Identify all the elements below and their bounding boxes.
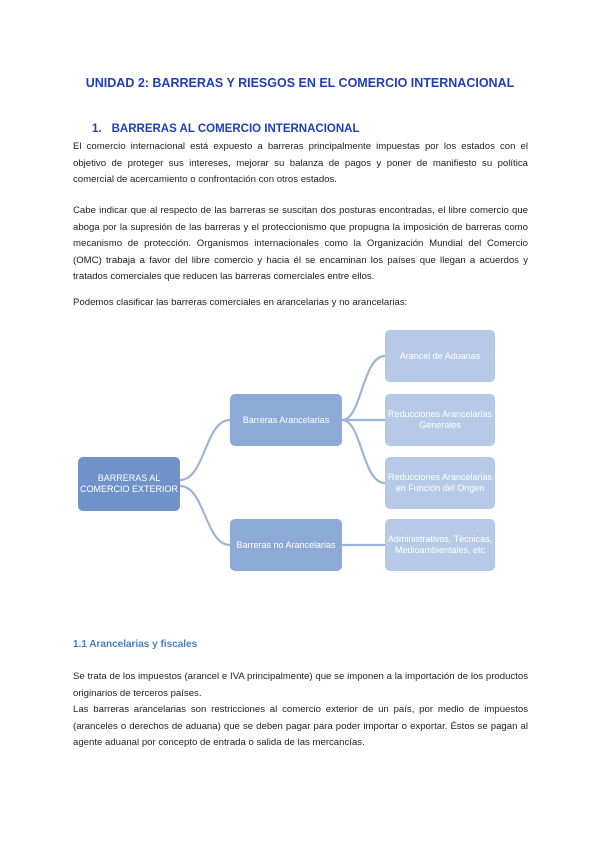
diagram-leaf-administrativos: Administrativos, Técnicas, Medioambientales, etc bbox=[385, 519, 495, 571]
connector-branch1-leaf1 bbox=[342, 356, 385, 420]
section-heading-text: BARRERAS AL COMERCIO INTERNACIONAL bbox=[111, 123, 360, 135]
diagram-branch-no-arancelarias: Barreras no Arancelarias bbox=[230, 519, 342, 571]
paragraph-5: Las barreras arancelarias son restricciones al comercio exterior de un país, por medio de impuestos (aranceles o derechos de aduana) que se deben pagar para poder importar o exportar. Éstos se pagan al agente aduanal por concepto de entrada o salida de las mercancías. bbox=[73, 704, 528, 748]
diagram-leaf-arancel: Arancel de Aduanas bbox=[385, 330, 495, 382]
paragraph-1: El comercio internacional está expuesto a barreras principalmente impuestas por los estados con el objetivo de proteger sus intereses, mejorar su balanza de pagos y poner de manifiesto su política comercial de acercamiento o confrontación con otros estados. bbox=[73, 141, 528, 185]
paragraph-2: Cabe indicar que al respecto de las barreras se suscitan dos posturas encontradas, el libre comercio que aboga por la supresión de las barreras y el proteccionismo que propugna la imposición de barreras como mecanismo de protección. Organismos internacionales como la Organización Mundial del Comercio (OMC) trabaja a favor del libre comercio y hacia él se encaminan los países que llegan a acuerdos y tratados comerciales que reducen las barreras comerciales entre ellos. bbox=[73, 205, 528, 282]
diagram-branch-arancelarias: Barreras Arancelarias bbox=[230, 394, 342, 446]
diagram-root-node: BARRERAS AL COMERCIO EXTERIOR bbox=[78, 457, 180, 511]
connector-branch1-leaf3 bbox=[342, 420, 385, 483]
diagram-leaf-reducciones-origen: Reducciones Arancelarias en Función del Origen bbox=[385, 457, 495, 509]
section-number: 1. bbox=[92, 123, 102, 135]
paragraph-4: Se trata de los impuestos (arancel e IVA principalmente) que se imponen a la importación de los productos originarios de terceros países. bbox=[73, 671, 528, 699]
subsection-heading: 1.1 Arancelarias y fiscales bbox=[73, 639, 198, 650]
connector-root-branch1 bbox=[180, 420, 230, 480]
paragraph-3: Podemos clasificar las barreras comerciales en arancelarias y no arancelarias: bbox=[73, 297, 408, 308]
connector-root-branch2 bbox=[180, 486, 230, 545]
diagram-leaf-reducciones-generales: Reducciones Arancelarias Generales bbox=[385, 394, 495, 446]
page-title: UNIDAD 2: BARRERAS Y RIESGOS EN EL COMERCIO INTERNACIONAL bbox=[85, 76, 515, 90]
